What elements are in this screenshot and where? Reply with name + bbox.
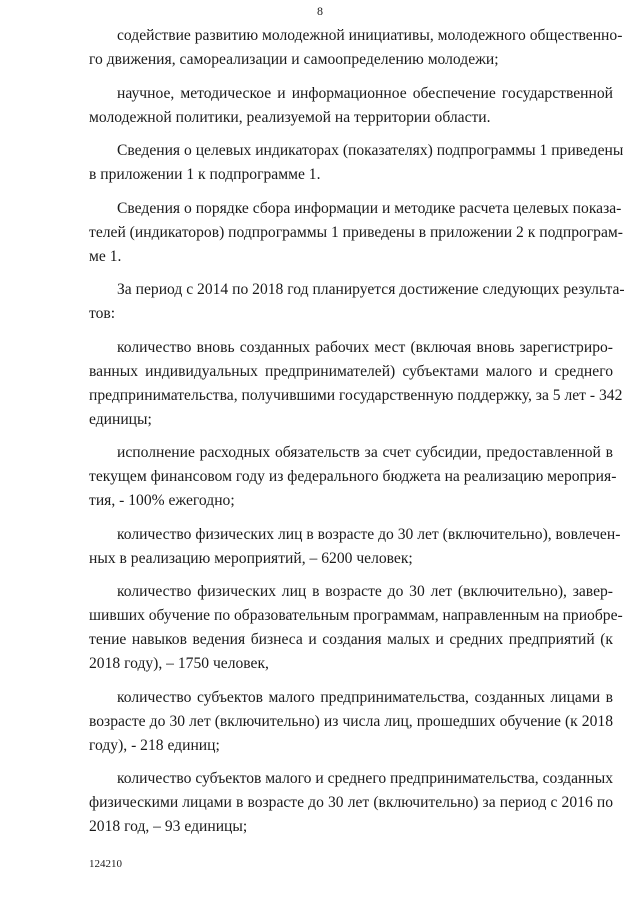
paragraph-line: предпринимательства, получившими государственную поддержку, за 5 лет - 342 xyxy=(89,386,623,404)
paragraph xyxy=(89,767,613,839)
paragraph xyxy=(89,139,624,187)
paragraph-line: За период с 2014 по 2018 год планируется достижение следующих результа- xyxy=(117,281,625,298)
paragraph xyxy=(89,197,623,269)
paragraph xyxy=(89,82,613,130)
paragraph-line: ме 1. xyxy=(89,247,122,265)
page-number: 8 xyxy=(317,4,323,18)
paragraph xyxy=(89,441,617,513)
paragraph-line: Сведения о порядке сбора информации и методике расчета целевых показа- xyxy=(117,199,622,217)
paragraph-line: количество субъектов малого и среднего предпринимательства, созданных xyxy=(117,770,613,787)
paragraph-line: ванных индивидуальных предпринимателей) субъектами малого и среднего xyxy=(89,362,613,380)
paragraph-line: тия, - 100% ежегодно; xyxy=(89,492,235,509)
paragraph xyxy=(89,24,623,72)
paragraph-line: шивших обучение по образовательным программам, направленным на приобре- xyxy=(89,607,623,624)
paragraph-line: количество субъектов малого предпринимательства, созданных лицами в xyxy=(117,688,613,706)
paragraph-line: молодежной политики, реализуемой на территории области. xyxy=(89,108,491,126)
paragraph xyxy=(89,336,623,432)
paragraph-line: 2018 году), – 1750 человек, xyxy=(89,655,269,672)
paragraph-line: количество физических лиц в возрасте до 30 лет (включительно), завер- xyxy=(117,583,613,600)
paragraph-line: ных в реализацию мероприятий, – 6200 человек; xyxy=(89,549,413,567)
footer-code: 124210 xyxy=(89,858,122,870)
paragraph-line: го движения, самореализации и самоопределению молодежи; xyxy=(89,51,499,68)
paragraph xyxy=(89,278,625,326)
paragraph-line: научное, методическое и информационное обеспечение государственной xyxy=(117,84,613,102)
paragraph-line: телей (индикаторов) подпрограммы 1 приведены в приложении 2 к подпрограм- xyxy=(89,223,623,241)
paragraph-line: количество вновь созданных рабочих мест (включая вновь зарегистриро- xyxy=(117,338,613,356)
paragraph xyxy=(89,686,613,758)
paragraph-line: текущем финансовом году из федерального бюджета на реализацию мероприя- xyxy=(89,468,617,485)
paragraph-line: физическими лицами в возрасте до 30 лет (включительно) за период с 2016 по xyxy=(89,794,613,811)
paragraph-line: исполнение расходных обязательств за счет субсидии, предоставленной в xyxy=(117,444,613,461)
document-body xyxy=(89,24,625,849)
paragraph-line: тение навыков ведения бизнеса и создания малых и средних предприятий (к xyxy=(89,631,613,648)
paragraph-line: единицы; xyxy=(89,410,152,428)
paragraph-line: количество физических лиц в возрасте до 30 лет (включительно), вовлечен- xyxy=(117,525,621,543)
paragraph-line: в приложении 1 к подпрограмме 1. xyxy=(89,166,321,183)
paragraph xyxy=(89,523,621,571)
paragraph-line: содействие развитию молодежной инициативы, молодежного общественно- xyxy=(117,27,623,44)
paragraph-line: 2018 год, – 93 единицы; xyxy=(89,818,248,835)
paragraph-line: году), - 218 единиц; xyxy=(89,736,220,754)
paragraph-line: Сведения о целевых индикаторах (показателях) подпрограммы 1 приведены xyxy=(117,142,624,159)
paragraph-line: тов: xyxy=(89,305,116,322)
paragraph-line: возрасте до 30 лет (включительно) из числа лиц, прошедших обучение (к 2018 xyxy=(89,712,613,730)
paragraph xyxy=(89,580,623,676)
